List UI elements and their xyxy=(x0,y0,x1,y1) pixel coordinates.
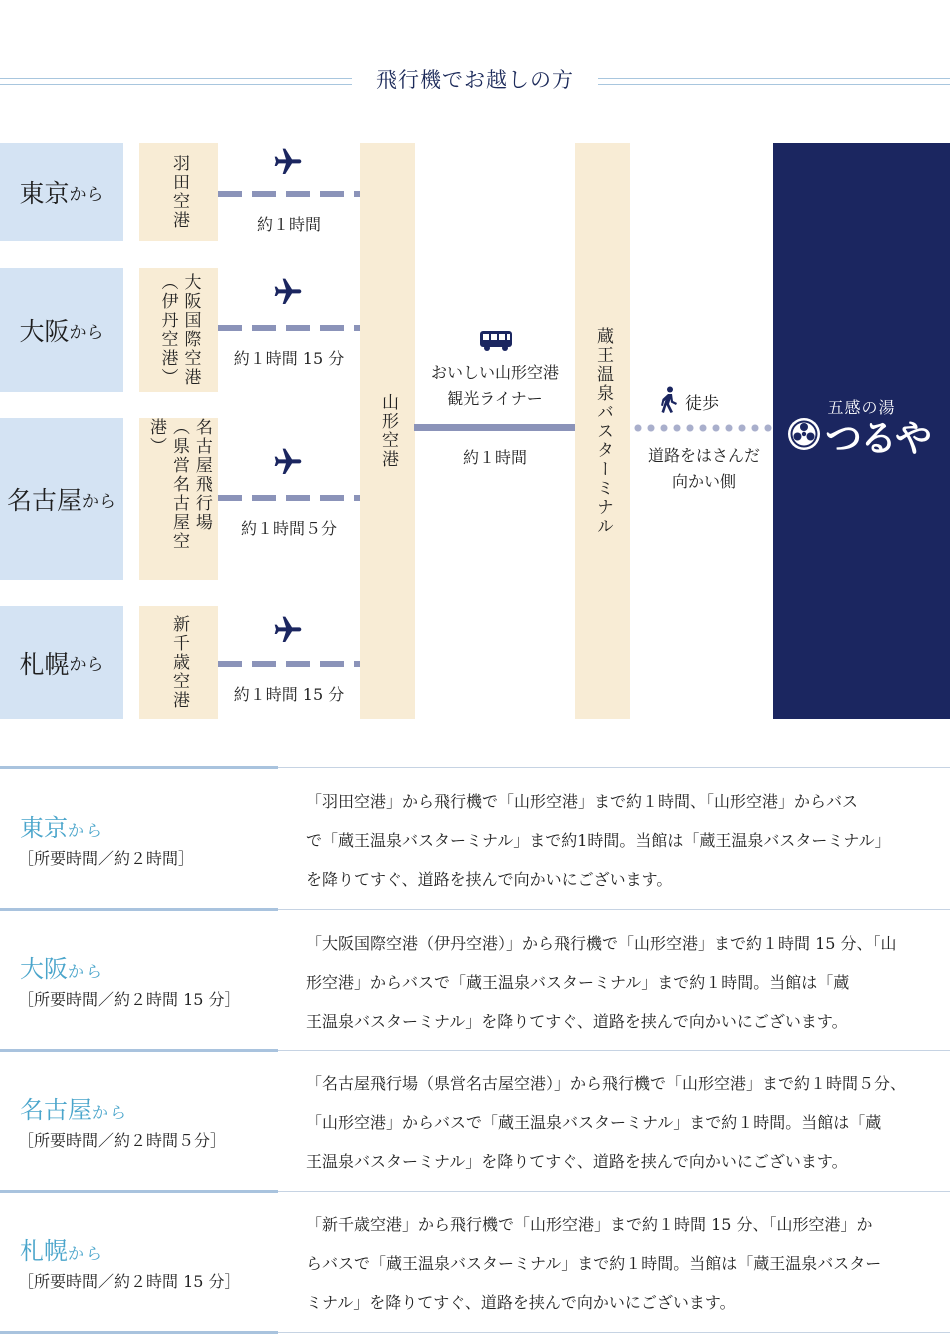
flight-duration: 約１時間 15 分 xyxy=(233,349,345,368)
detail-required-time: ［所要時間／約２時間 15 分］ xyxy=(18,1272,241,1291)
airport-name: 羽田空港 xyxy=(168,154,189,230)
header-rule-right xyxy=(598,78,950,85)
bus-name xyxy=(414,360,576,413)
origin-kara: から xyxy=(69,184,104,205)
hub-airport-name: 山形空港 xyxy=(377,393,398,469)
airplane-icon xyxy=(270,446,306,478)
walk-note-line1: 道路をはさんだ xyxy=(647,446,760,465)
bus-name-line2: 観光ライナー xyxy=(447,389,543,409)
airport-name: 新千歳空港 xyxy=(168,615,189,710)
origin-nagoya xyxy=(0,418,123,580)
flight-line xyxy=(218,325,360,331)
section-header xyxy=(0,62,950,98)
walking-person-icon xyxy=(658,386,680,414)
origin-osaka xyxy=(0,268,123,392)
airplane-icon xyxy=(270,276,306,308)
origin-city: 東京 xyxy=(19,179,70,208)
origin-city: 札幌 xyxy=(19,649,70,679)
airplane-icon xyxy=(270,146,306,178)
airplane-icon xyxy=(270,614,306,646)
detail-required-time: ［所要時間／約２時間５分］ xyxy=(18,1131,227,1150)
row-divider xyxy=(0,1050,950,1051)
detail-description: 「羽田空港」から飛行機で「山形空港」まで約１時間、「山形空港」からバス で「蔵王温泉バスターミナル」まで約1時間。当館は「蔵王温泉バスターミナル」 を降りてすぐ、道路を挟んで向かいにございます。 xyxy=(306,792,891,889)
detail-description: 「名古屋飛行場（県営名古屋空港）」から飛行機で「山形空港」まで約１時間５分、 「山形空港」からバスで「蔵王温泉バスターミナル」まで約１時間。当館は「蔵 王温泉バスターミナル」を降りてすぐ、道路を挟んで向かいにございます。 xyxy=(306,1074,907,1171)
row-divider xyxy=(0,767,950,768)
flight-line xyxy=(218,495,360,501)
walk-note xyxy=(634,443,774,496)
crest-icon xyxy=(787,417,821,451)
bus-duration: 約１時間 xyxy=(462,448,527,467)
row-divider xyxy=(0,909,950,910)
flight-duration: 約１時間 xyxy=(256,215,321,234)
bus-icon xyxy=(478,330,514,352)
bus-name-line1: おいしい山形空港 xyxy=(430,363,559,382)
origin-kara: から xyxy=(82,491,116,512)
hub-zao-bus-terminal xyxy=(575,143,630,719)
row-divider xyxy=(0,1332,950,1333)
bus-line xyxy=(414,424,576,431)
detail-city: 札幌から xyxy=(20,1237,105,1265)
hub-yamagata-airport xyxy=(360,143,415,719)
detail-description: 「大阪国際空港（伊丹空港）」から飛行機で「山形空港」まで約１時間 15 分、「山 形空港」からバスで「蔵王温泉バスターミナル」まで約１時間。当館は「蔵 王温泉バスターミナル」を降りてすぐ、道路を挟んで向かいにございます。 xyxy=(306,934,897,1031)
airport-name: 大阪国際空港 （伊丹空港） xyxy=(157,273,201,387)
flight-line xyxy=(218,661,360,667)
hotel-subtitle: 五感の湯 xyxy=(827,398,896,417)
hotel-name: つるや xyxy=(825,417,930,460)
header-rule-left xyxy=(0,78,352,85)
airport-nagoya xyxy=(139,418,218,580)
detail-required-time: ［所要時間／約２時間］ xyxy=(18,849,195,868)
airport-itami xyxy=(139,268,218,392)
origin-city: 名古屋 xyxy=(6,486,82,515)
detail-city: 東京から xyxy=(20,814,105,842)
walk-label: 徒歩 xyxy=(685,394,719,414)
origin-kara: から xyxy=(69,322,104,343)
flight-line xyxy=(218,191,360,197)
detail-required-time: ［所要時間／約２時間 15 分］ xyxy=(18,990,241,1009)
detail-description: 「新千歳空港」から飛行機で「山形空港」まで約１時間 15 分、「山形空港」か らバスで「蔵王温泉バスターミナル」まで約１時間。当館は「蔵王温泉バスター ミナル」を降りてすぐ、道路を挟んで向かいにございます。 xyxy=(306,1215,882,1312)
origin-city: 大阪 xyxy=(19,317,70,346)
flight-duration: 約１時間 15 分 xyxy=(233,685,345,704)
terminal-name: 蔵王温泉バスターミナル xyxy=(592,326,613,536)
page-title: 飛行機でお越しの方 xyxy=(376,68,574,92)
walk-line xyxy=(634,424,774,432)
origin-tokyo xyxy=(0,143,123,241)
detail-city: 名古屋から xyxy=(20,1096,129,1124)
airport-sub: （県営名古屋空港） xyxy=(146,418,189,551)
airport-haneda xyxy=(139,143,218,241)
origin-kara: から xyxy=(69,655,104,675)
walk-note-line2: 向かい側 xyxy=(671,472,736,492)
origin-sapporo xyxy=(0,606,123,719)
airport-sub: （伊丹空港） xyxy=(157,273,178,387)
detail-city: 大阪から xyxy=(20,955,105,983)
flight-duration: 約１時間５分 xyxy=(240,519,337,538)
hotel-destination xyxy=(773,143,950,719)
airport-new-chitose xyxy=(139,606,218,719)
row-divider xyxy=(0,1191,950,1192)
airport-name: 名古屋飛行場 （県営名古屋空港） xyxy=(146,418,212,551)
